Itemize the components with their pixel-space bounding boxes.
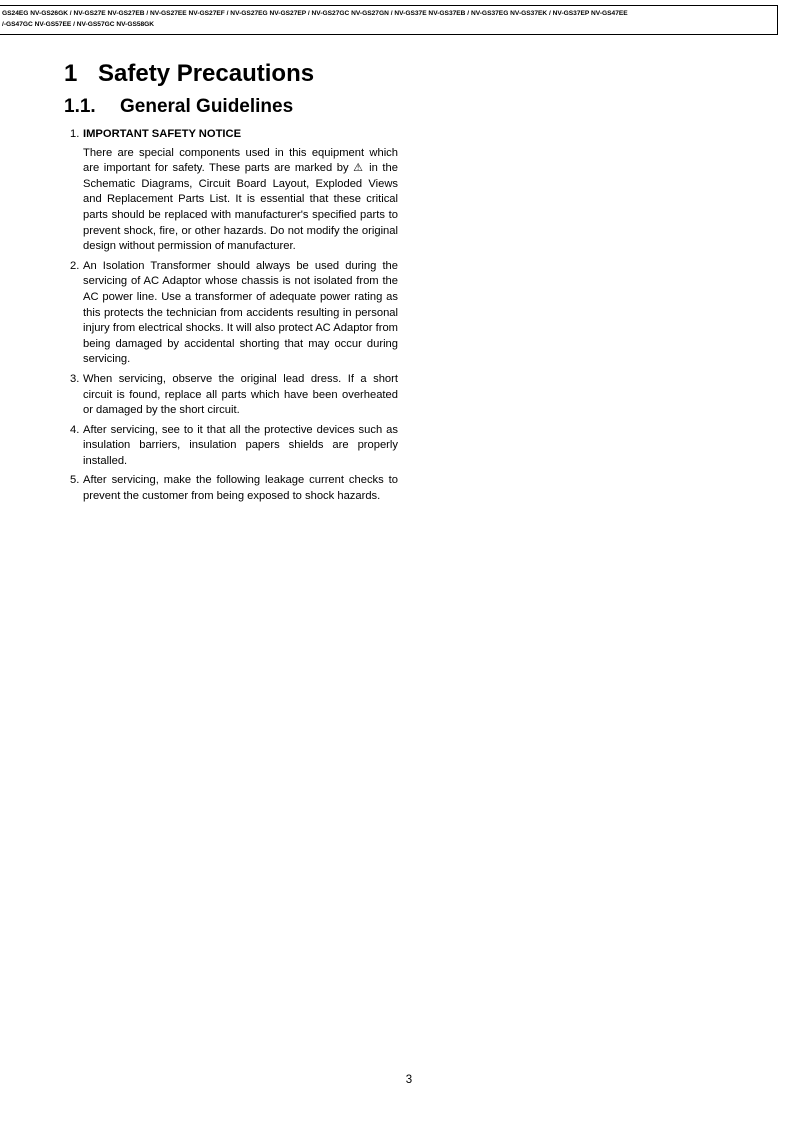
- list-item-title: IMPORTANT SAFETY NOTICE: [83, 128, 242, 140]
- list-item-number: 5.: [70, 474, 80, 487]
- list-item-text: There are special components used in this equipment which are important for safety. These parts are marked by ⚠ in the Schematic Diagrams, Circuit Board Layout, Exploded Views and Replacement Parts List. It is essential that these critical parts should be replaced with manufacturer's specified parts to prevent shock, fire, or other hazards. Do not modify the original design without permission of manufacturer.: [83, 146, 398, 253]
- model-header-line-2: /-GS47GC NV-GS57EE / NV-GS57GC NV-GS58GK: [2, 21, 155, 28]
- list-item: [70, 423, 398, 470]
- subsection-title: General Guidelines: [120, 96, 294, 117]
- list-item: [70, 372, 398, 419]
- section-number: 1: [64, 60, 78, 87]
- list-item-text: After servicing, make the following leakage current checks to prevent the customer from being exposed to shock hazards.: [83, 474, 398, 503]
- list-item: [70, 259, 398, 368]
- page-number: 3: [405, 1074, 413, 1086]
- guidelines-list: [70, 127, 398, 509]
- subsection-number: 1.1.: [64, 96, 96, 117]
- list-item-number: 2.: [70, 259, 80, 272]
- list-item: [70, 127, 398, 255]
- model-header: [0, 5, 778, 35]
- list-item-text: An Isolation Transformer should always be used during the servicing of AC Adaptor whose chassis is not isolated from the AC power line. Use a transformer of adequate power rating as this protects the technician from accidents resulting in personal injury from electrical shocks. It will also protect AC Adaptor from being damaged by accidental shorting that may occur during servicing.: [83, 259, 398, 366]
- list-item-number: 4.: [70, 423, 80, 436]
- list-item-number: 3.: [70, 372, 80, 385]
- list-item-text: After servicing, see to it that all the protective devices such as insulation barriers, insulation papers shields are properly installed.: [83, 423, 398, 467]
- section-title: Safety Precautions: [98, 60, 315, 87]
- list-item: [70, 473, 398, 504]
- model-header-line-1: GS24EG NV-GS26GK / NV-GS27E NV-GS27EB / NV-GS27EE NV-GS27EF / NV-GS27EG NV-GS27EP / NV-GS27GC NV-GS27GN / NV-GS37E NV-GS37EB / NV-GS37EG NV-GS37EK / NV-GS37EP NV-GS47EE: [2, 10, 628, 17]
- section-heading: [64, 60, 314, 88]
- list-item-number: 1.: [70, 128, 80, 140]
- list-item-text: When servicing, observe the original lead dress. If a short circuit is found, replace all parts which have been overheated or damaged by the short circuit.: [83, 372, 398, 417]
- subsection-heading: [64, 96, 293, 118]
